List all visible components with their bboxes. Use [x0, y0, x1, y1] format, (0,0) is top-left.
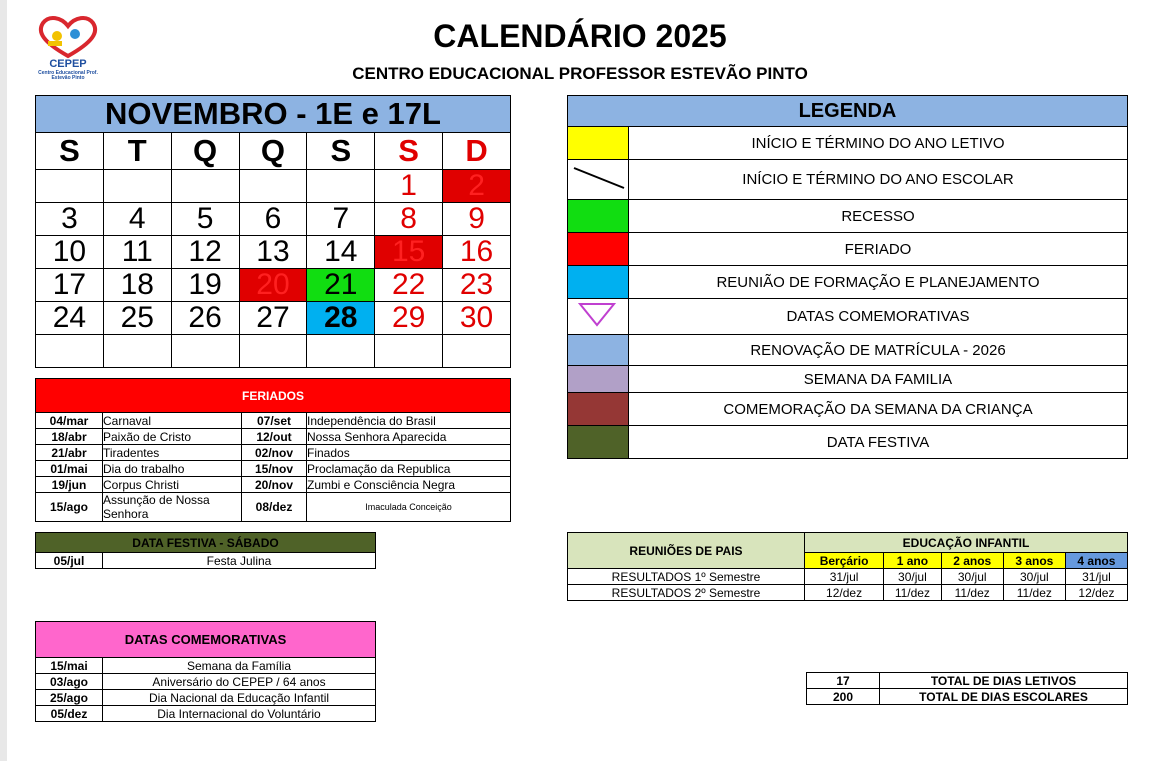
logo-text: CEPEP [49, 58, 87, 70]
day-cell-holiday: 15 [375, 236, 443, 269]
table-row [36, 413, 511, 429]
day-cell: 11 [103, 236, 171, 269]
school-logo [33, 14, 103, 82]
legend-swatch-green [568, 200, 629, 233]
festive-title: DATA FESTIVA - SÁBADO [36, 533, 376, 553]
table-row [36, 674, 376, 690]
day-cell: 3 [36, 203, 104, 236]
weekday-header: T [103, 133, 171, 170]
commemorative-date: 05/dez [36, 706, 103, 722]
holiday-name: Carnaval [103, 413, 242, 429]
table-row [36, 553, 376, 569]
level-header: 2 anos [941, 553, 1003, 569]
legend-swatch-maroon [568, 393, 629, 426]
meeting-date: 11/dez [884, 585, 942, 601]
day-cell: 12 [171, 236, 239, 269]
legend-swatch-lightblue [568, 335, 629, 366]
legend-label: REUNIÃO DE FORMAÇÃO E PLANEJAMENTO [629, 266, 1128, 299]
day-cell [36, 170, 104, 203]
holiday-date: 21/abr [36, 445, 103, 461]
day-cell [103, 170, 171, 203]
legend-label: COMEMORAÇÃO DA SEMANA DA CRIANÇA [629, 393, 1128, 426]
table-row [36, 690, 376, 706]
weekday-header: S [36, 133, 104, 170]
day-cell [239, 335, 307, 368]
legend-swatch-yellow [568, 127, 629, 160]
commemorative-date: 15/mai [36, 658, 103, 674]
meeting-label: RESULTADOS 2º Semestre [568, 585, 805, 601]
total-label: TOTAL DE DIAS ESCOLARES [880, 689, 1128, 705]
holidays-table [35, 378, 511, 522]
day-cell: 5 [171, 203, 239, 236]
day-cell: 8 [375, 203, 443, 236]
day-cell [239, 170, 307, 203]
holiday-date: 01/mai [36, 461, 103, 477]
holiday-name: Paixão de Cristo [103, 429, 242, 445]
legend-swatch-blue [568, 266, 629, 299]
holidays-title: FERIADOS [36, 379, 511, 413]
early-education-header: EDUCAÇÃO INFANTIL [805, 533, 1128, 553]
day-cell [307, 170, 375, 203]
day-cell: 29 [375, 302, 443, 335]
page-title: CALENDÁRIO 2025 [433, 18, 727, 54]
holiday-date: 15/nov [242, 461, 307, 477]
holiday-name: Tiradentes [103, 445, 242, 461]
heart-logo-icon [33, 14, 103, 60]
day-cell: 24 [36, 302, 104, 335]
weekday-header: Q [171, 133, 239, 170]
weekday-header: D [443, 133, 511, 170]
holiday-date: 02/nov [242, 445, 307, 461]
holiday-name: Dia do trabalho [103, 461, 242, 477]
day-cell: 30 [443, 302, 511, 335]
day-cell: 19 [171, 269, 239, 302]
day-cell: 13 [239, 236, 307, 269]
month-title: NOVEMBRO - 1E e 17L [36, 96, 511, 133]
table-row [36, 658, 376, 674]
legend-label: DATAS COMEMORATIVAS [629, 299, 1128, 335]
holiday-name: Zumbi e Consciência Negra [307, 477, 511, 493]
day-cell: 7 [307, 203, 375, 236]
commemorative-title: DATAS COMEMORATIVAS [36, 622, 376, 658]
legend-label: RENOVAÇÃO DE MATRÍCULA - 2026 [629, 335, 1128, 366]
meeting-date: 30/jul [941, 569, 1003, 585]
commemorative-name: Semana da Família [103, 658, 376, 674]
day-cell-holiday: 20 [239, 269, 307, 302]
holiday-date: 12/out [242, 429, 307, 445]
logo-subtext: Centro Educacional Prof. Estevão Pinto [38, 70, 98, 81]
meeting-date: 31/jul [805, 569, 884, 585]
weekday-header: S [375, 133, 443, 170]
commemorative-dates-table [35, 621, 376, 722]
holiday-date: 07/set [242, 413, 307, 429]
legend-table [567, 95, 1128, 459]
table-row [36, 445, 511, 461]
meeting-label: RESULTADOS 1º Semestre [568, 569, 805, 585]
legend-label: DATA FESTIVA [629, 426, 1128, 459]
holiday-name: Corpus Christi [103, 477, 242, 493]
day-cell [375, 335, 443, 368]
holiday-date: 20/nov [242, 477, 307, 493]
weekday-header: S [307, 133, 375, 170]
meeting-date: 30/jul [884, 569, 942, 585]
day-cell-recess: 21 [307, 269, 375, 302]
table-row [36, 429, 511, 445]
meeting-date: 31/jul [1065, 569, 1127, 585]
day-cell: 1 [375, 170, 443, 203]
day-cell: 4 [103, 203, 171, 236]
table-row [568, 569, 1128, 585]
day-cell: 23 [443, 269, 511, 302]
day-cell [103, 335, 171, 368]
day-cell [171, 170, 239, 203]
meeting-date: 30/jul [1003, 569, 1065, 585]
total-value: 200 [807, 689, 880, 705]
day-cell: 9 [443, 203, 511, 236]
holiday-date: 15/ago [36, 493, 103, 522]
holiday-date: 19/jun [36, 477, 103, 493]
holiday-name: Nossa Senhora Aparecida [307, 429, 511, 445]
day-cell: 14 [307, 236, 375, 269]
weekday-header: Q [239, 133, 307, 170]
parent-meetings-table [567, 532, 1128, 601]
day-cell: 26 [171, 302, 239, 335]
day-cell [307, 335, 375, 368]
day-cell: 18 [103, 269, 171, 302]
commemorative-name: Dia Internacional do Voluntário [103, 706, 376, 722]
totals-table [806, 672, 1128, 705]
level-header: 1 ano [884, 553, 942, 569]
legend-swatch-triangle [568, 299, 629, 335]
total-value: 17 [807, 673, 880, 689]
holiday-name: Imaculada Conceição [307, 493, 511, 522]
page-subtitle: CENTRO EDUCACIONAL PROFESSOR ESTEVÃO PINTO [352, 64, 808, 83]
table-row [36, 706, 376, 722]
legend-swatch-olive [568, 426, 629, 459]
page-edge [0, 0, 7, 761]
total-label: TOTAL DE DIAS LETIVOS [880, 673, 1128, 689]
legend-title: LEGENDA [568, 96, 1128, 127]
triangle-down-icon [568, 299, 628, 329]
level-header: Berçário [805, 553, 884, 569]
legend-swatch-diagonal [568, 160, 629, 200]
diagonal-line-icon [568, 160, 628, 194]
holiday-name: Assunção de Nossa Senhora [103, 493, 242, 522]
day-cell [36, 335, 104, 368]
legend-label: RECESSO [629, 200, 1128, 233]
meeting-date: 12/dez [1065, 585, 1127, 601]
day-cell [171, 335, 239, 368]
legend-label: INÍCIO E TÉRMINO DO ANO ESCOLAR [629, 160, 1128, 200]
commemorative-date: 25/ago [36, 690, 103, 706]
day-cell: 22 [375, 269, 443, 302]
festive-date: 05/jul [36, 553, 103, 569]
day-cell: 25 [103, 302, 171, 335]
day-cell: 6 [239, 203, 307, 236]
holiday-date: 04/mar [36, 413, 103, 429]
commemorative-name: Aniversário do CEPEP / 64 anos [103, 674, 376, 690]
day-cell [443, 335, 511, 368]
day-cell: 10 [36, 236, 104, 269]
table-row [36, 493, 511, 522]
meeting-date: 11/dez [941, 585, 1003, 601]
day-cell: 17 [36, 269, 104, 302]
level-header: 4 anos [1065, 553, 1127, 569]
day-cell-meeting: 28 [307, 302, 375, 335]
day-cell-holiday: 2 [443, 170, 511, 203]
day-cell: 27 [239, 302, 307, 335]
table-row [807, 689, 1128, 705]
meeting-date: 12/dez [805, 585, 884, 601]
festive-name: Festa Julina [103, 553, 376, 569]
table-row [36, 477, 511, 493]
month-calendar [35, 95, 511, 368]
holiday-name: Independência do Brasil [307, 413, 511, 429]
holiday-name: Finados [307, 445, 511, 461]
table-row [568, 585, 1128, 601]
commemorative-name: Dia Nacional da Educação Infantil [103, 690, 376, 706]
legend-swatch-red [568, 233, 629, 266]
commemorative-date: 03/ago [36, 674, 103, 690]
legend-swatch-lavender [568, 366, 629, 393]
level-header: 3 anos [1003, 553, 1065, 569]
table-row [807, 673, 1128, 689]
holiday-date: 18/abr [36, 429, 103, 445]
day-cell: 16 [443, 236, 511, 269]
legend-label: FERIADO [629, 233, 1128, 266]
meeting-date: 11/dez [1003, 585, 1065, 601]
parent-meetings-title: REUNIÕES DE PAIS [568, 533, 805, 569]
legend-label: SEMANA DA FAMILIA [629, 366, 1128, 393]
holiday-date: 08/dez [242, 493, 307, 522]
legend-label: INÍCIO E TÉRMINO DO ANO LETIVO [629, 127, 1128, 160]
table-row [36, 461, 511, 477]
holiday-name: Proclamação da Republica [307, 461, 511, 477]
festive-date-table [35, 532, 376, 569]
